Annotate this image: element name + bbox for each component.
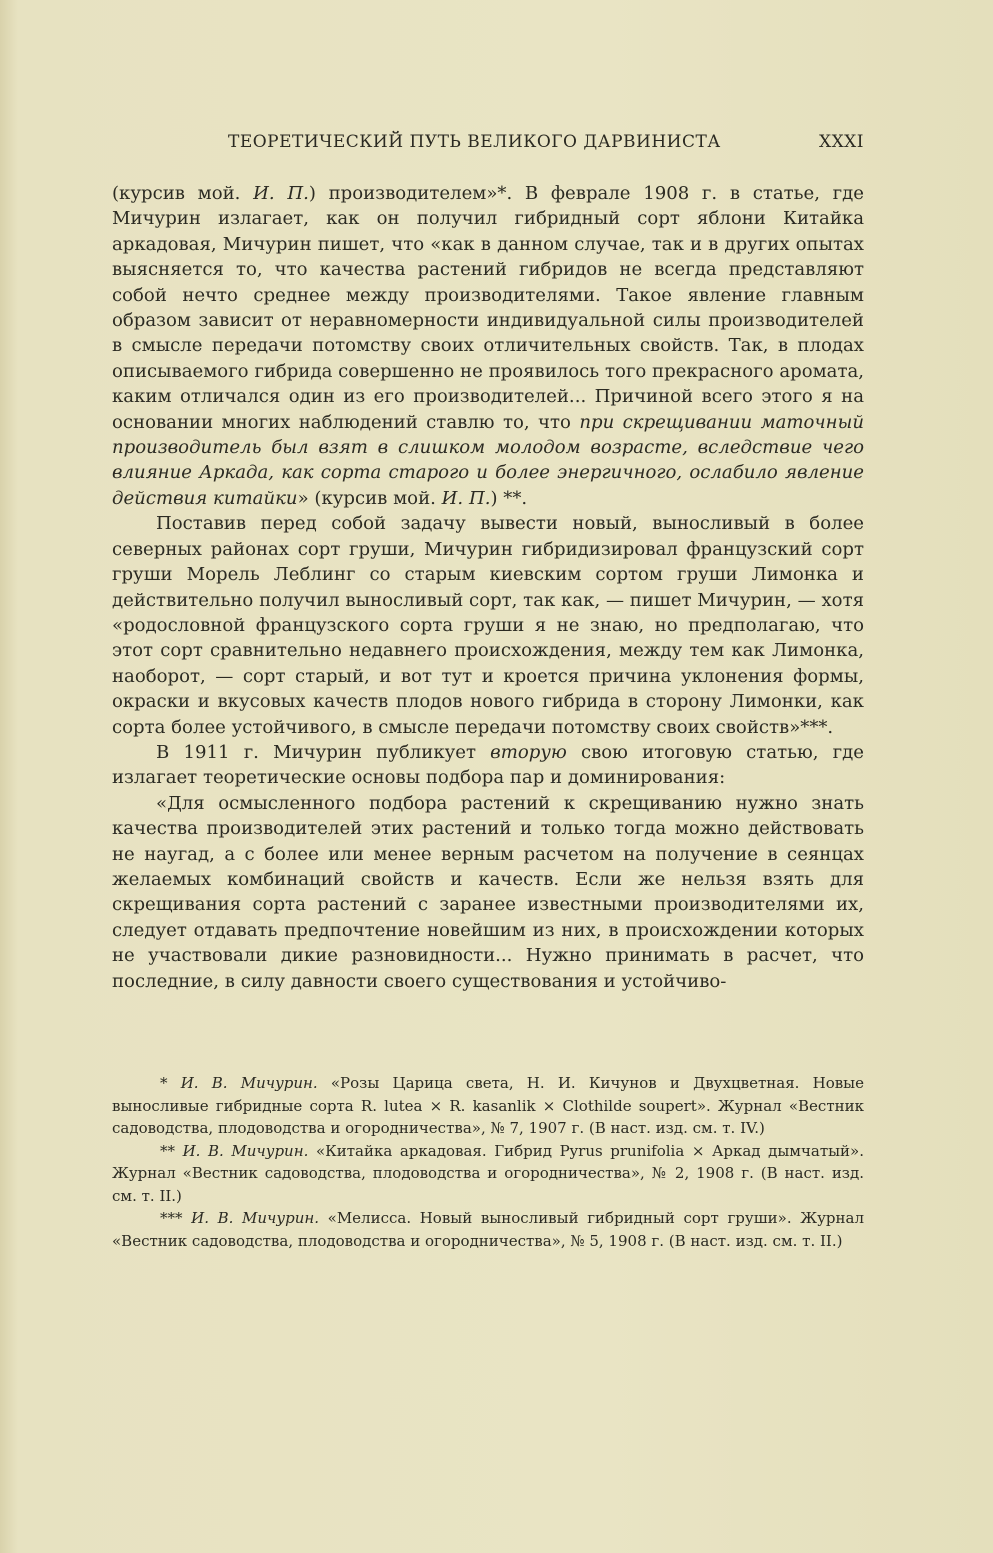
footnote-text: «Китайка аркадовая. Гибрид Pyrus prunifolia × Аркад дымчатый». Журнал «Вестник садоводства, плодоводства и огородничества», № 2, 1908 г. (В наст. изд. см. т. II.): [112, 1141, 864, 1205]
text-run: ) **.: [490, 487, 528, 509]
text-run: свою итоговую статью, где излагает теоретические основы подбора пар и доминирования:: [112, 741, 864, 789]
footnote-mark: *: [160, 1074, 181, 1092]
footnote-text: «Розы Царица света, Н. И. Кичунов и Двухцветная. Новые выносливые гибридные сорта R. lutea × R. kasanlik × Clothilde soupert». Журнал «Вестник садоводства, плодоводства и огородничества», № 7, 1907 г. (В наст. изд. см. т. IV.): [112, 1074, 865, 1137]
paragraph-4: «Для осмысленного подбора растений к скрещиванию нужно знать качества производителей этих растений и только тогда можно действовать не наугад, а с более или менее верным расчетом на получение в сеянцах желаемых комбинаций свойств и качеств. Если же нельзя взять для скрещивания сорта растений с заранее известными производителями их, следует отдавать предпочтение новейшим из них, в происхождении которых не участвовали дикие разновидности... Нужно принимать в расчет, что последние, в силу давности своего существования и устойчиво-: [112, 792, 864, 992]
footnote-text: «Мелисса. Новый выносливый гибридный сорт груши». Журнал «Вестник садоводства, плодоводства и огородничества», № 5, 1908 г. (В наст. изд. см. т. II.): [112, 1209, 864, 1250]
footnote: [112, 1207, 864, 1252]
main-text: [112, 181, 864, 994]
emphasis-italic: вторую: [490, 741, 567, 763]
footnote-author: И. В. Мичурин.: [180, 1074, 318, 1092]
page-number: XXXI: [818, 132, 864, 152]
footnotes: [112, 1072, 864, 1252]
paragraph-2: Поставив перед собой задачу вывести новый, выносливый в более северных районах сорт груши, Мичурин гибридизировал французский сорт груши Морель Леблинг со старым киевским сортом груши Лимонка и действительно получил выносливый сорт, так как, — пишет Мичурин, — хотя «родословной французского сорта груши я не знаю, но предполагаю, что этот сорт сравнительно недавнего происхождения, между тем как Лимонка, наоборот, — сорт старый, и вот тут и кроется причина уклонения формы, окраски и вкусовых качеств плодов нового гибрида в сторону Лимонки, как сорта более устойчивого, в смысле передачи потомству своих свойств»***.: [112, 513, 864, 738]
text-run: В 1911 г. Мичурин публикует: [156, 741, 491, 763]
initials-italic: И. П.: [441, 487, 491, 509]
footnote: [112, 1072, 864, 1140]
footnote-mark: ***: [160, 1209, 192, 1227]
paragraph-3: [112, 740, 864, 791]
footnote-author: И. В. Мичурин.: [191, 1209, 320, 1227]
running-title: ТЕОРЕТИЧЕСКИЙ ПУТЬ ВЕЛИКОГО ДАРВИНИСТА: [228, 132, 721, 152]
quote-italic: при скрещивании маточный производитель был взят в слишком молодом возрасте, вследствие чего влияние Аркада, как сорта старого и более энергичного, ослабило явление действия китайки: [112, 411, 864, 509]
paragraph-1: [112, 181, 864, 511]
text-run: (курсив мой.: [112, 183, 254, 204]
footnote: [112, 1140, 864, 1208]
footnote-author: И. В. Мичурин.: [182, 1141, 309, 1160]
text-run: » (курсив мой.: [297, 487, 442, 509]
text-run: ) производителем»*. В феврале 1908 г. в статье, где Мичурин излагает, как он получил гибридный сорт яблони Китайка аркадовая, Мичурин пишет, что «как в данном случае, так и в других опытах выясняется то, что качества растений гибридов не всегда представляют собой нечто среднее между производителями. Такое явление главным образом зависит от неравномерности индивидуальной силы производителей в смысле передачи потомству своих отличительных свойств. Так, в плодах описываемого гибрида совершенно не проявилось того прекрасного аромата, каким отличался один из его производителей... Причиной всего этого я на основании многих наблюдений ставлю то, что: [112, 183, 864, 433]
footnote-mark: **: [160, 1141, 183, 1160]
initials-italic: И. П.: [253, 183, 309, 204]
